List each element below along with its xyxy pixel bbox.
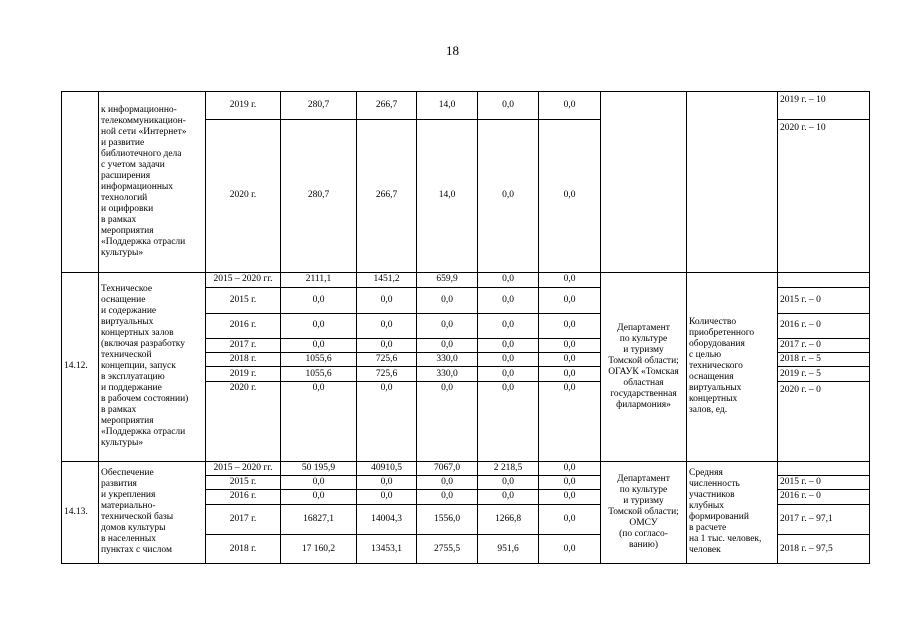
value-cell: 0,0 (357, 490, 417, 504)
value-cell: 0,0 (539, 504, 601, 535)
table-row (62, 273, 870, 287)
value-cell: 0,0 (539, 381, 601, 461)
value-cell: 0,0 (539, 367, 601, 381)
year-cell: 2016 г. (206, 314, 281, 339)
value-cell: 659,9 (417, 273, 478, 287)
row-number-cell (62, 92, 99, 273)
target-cell: 2018 г. – 5 (778, 353, 870, 367)
value-cell: 0,0 (478, 490, 539, 504)
year-cell: 2015 – 2020 гг. (206, 273, 281, 287)
value-cell: 17 160,2 (281, 535, 357, 564)
value-cell: 7067,0 (417, 461, 478, 475)
value-cell: 16827,1 (281, 504, 357, 535)
target-cell: 2019 г. – 10 (778, 92, 870, 120)
target-cell: 2016 г. – 0 (778, 490, 870, 504)
year-cell: 2015 г. (206, 287, 281, 314)
value-cell: 725,6 (357, 367, 417, 381)
table-row (62, 92, 870, 120)
value-cell: 0,0 (539, 119, 601, 273)
year-cell: 2016 г. (206, 490, 281, 504)
value-cell: 0,0 (478, 475, 539, 489)
description-cell: к информационно- телекоммуникацион- ной сети «Интернет» и развитие библиотечного дела с учетом задачи расширения информационных технологий и оцифровки в рамках мероприятия «Поддержка отрасли культуры» (99, 92, 206, 273)
value-cell: 2111,1 (281, 273, 357, 287)
value-cell: 0,0 (539, 461, 601, 475)
value-cell: 1266,8 (478, 504, 539, 535)
description-cell: Обеспечение развития и укрепления материально- технической базы домов культуры в населенных пунктах с числом (99, 461, 206, 563)
target-cell: 2020 г. – 0 (778, 381, 870, 461)
value-cell: 50 195,9 (281, 461, 357, 475)
value-cell: 14004,3 (357, 504, 417, 535)
value-cell: 14,0 (417, 92, 478, 120)
year-cell: 2017 г. (206, 504, 281, 535)
value-cell: 0,0 (478, 367, 539, 381)
value-cell: 0,0 (539, 273, 601, 287)
year-cell: 2020 г. (206, 119, 281, 273)
value-cell: 0,0 (539, 287, 601, 314)
value-cell: 0,0 (478, 353, 539, 367)
target-cell: 2017 г. – 0 (778, 338, 870, 352)
value-cell: 0,0 (478, 119, 539, 273)
description-cell: Техническое оснащение и содержание виртуальных концертных залов (включая разработку технической концепции, запуск в эксплуатацию и поддержание в рабочем состоянии) в рамках мероприятия «Поддержка отрасли культуры» (99, 273, 206, 461)
value-cell: 0,0 (357, 314, 417, 339)
year-cell: 2019 г. (206, 367, 281, 381)
value-cell: 0,0 (281, 381, 357, 461)
value-cell: 951,6 (478, 535, 539, 564)
row-number-cell: 14.12. (62, 273, 99, 461)
value-cell: 0,0 (478, 338, 539, 352)
value-cell: 0,0 (357, 381, 417, 461)
table-row (62, 461, 870, 475)
value-cell: 40910,5 (357, 461, 417, 475)
value-cell: 0,0 (417, 287, 478, 314)
value-cell: 0,0 (281, 287, 357, 314)
indicator-cell: Количество приобретенного оборудования с целью технического оснащения виртуальных концертных залов, ед. (687, 273, 778, 461)
value-cell: 0,0 (478, 92, 539, 120)
year-cell: 2015 – 2020 гг. (206, 461, 281, 475)
value-cell: 0,0 (417, 475, 478, 489)
value-cell: 0,0 (539, 535, 601, 564)
value-cell: 0,0 (478, 381, 539, 461)
value-cell: 0,0 (539, 353, 601, 367)
target-cell: 2017 г. – 97,1 (778, 504, 870, 535)
page-number: 18 (446, 43, 459, 58)
value-cell: 0,0 (417, 314, 478, 339)
executor-cell (601, 92, 687, 273)
year-cell: 2018 г. (206, 353, 281, 367)
value-cell: 1055,6 (281, 367, 357, 381)
value-cell: 280,7 (281, 92, 357, 120)
value-cell: 1451,2 (357, 273, 417, 287)
value-cell: 0,0 (539, 475, 601, 489)
executor-cell: Департамент по культуре и туризму Томской области; ОМСУ (по согласо- ванию) (601, 461, 687, 563)
year-cell: 2017 г. (206, 338, 281, 352)
value-cell: 266,7 (357, 92, 417, 120)
value-cell: 330,0 (417, 353, 478, 367)
value-cell: 0,0 (357, 287, 417, 314)
value-cell: 280,7 (281, 119, 357, 273)
year-cell: 2019 г. (206, 92, 281, 120)
year-cell: 2020 г. (206, 381, 281, 461)
target-cell: 2015 г. – 0 (778, 475, 870, 489)
value-cell: 0,0 (539, 92, 601, 120)
value-cell: 2755,5 (417, 535, 478, 564)
executor-cell: Департамент по культуре и туризму Томской области; ОГАУК «Томская областная государственная филармония» (601, 273, 687, 461)
value-cell: 0,0 (539, 314, 601, 339)
year-cell: 2015 г. (206, 475, 281, 489)
value-cell: 14,0 (417, 119, 478, 273)
target-cell: 2016 г. – 0 (778, 314, 870, 339)
row-number-cell: 14.13. (62, 461, 99, 563)
value-cell: 266,7 (357, 119, 417, 273)
target-cell: 2019 г. – 5 (778, 367, 870, 381)
value-cell: 0,0 (478, 273, 539, 287)
target-cell: 2018 г. – 97,5 (778, 535, 870, 564)
target-cell (778, 273, 870, 287)
value-cell: 0,0 (281, 475, 357, 489)
value-cell: 0,0 (417, 338, 478, 352)
value-cell: 0,0 (357, 475, 417, 489)
value-cell: 1556,0 (417, 504, 478, 535)
value-cell: 0,0 (539, 490, 601, 504)
value-cell: 0,0 (539, 338, 601, 352)
year-cell: 2018 г. (206, 535, 281, 564)
value-cell: 0,0 (281, 338, 357, 352)
target-cell (778, 461, 870, 475)
value-cell: 0,0 (417, 381, 478, 461)
value-cell: 2 218,5 (478, 461, 539, 475)
value-cell: 0,0 (478, 287, 539, 314)
target-cell: 2015 г. – 0 (778, 287, 870, 314)
value-cell: 0,0 (281, 314, 357, 339)
value-cell: 1055,6 (281, 353, 357, 367)
budget-table (61, 91, 870, 564)
indicator-cell: Средняя численность участников клубных формирований в расчете на 1 тыс. человек, человек (687, 461, 778, 563)
indicator-cell (687, 92, 778, 273)
value-cell: 0,0 (357, 338, 417, 352)
value-cell: 725,6 (357, 353, 417, 367)
value-cell: 0,0 (417, 490, 478, 504)
value-cell: 330,0 (417, 367, 478, 381)
target-cell: 2020 г. – 10 (778, 119, 870, 273)
value-cell: 0,0 (478, 314, 539, 339)
value-cell: 0,0 (281, 490, 357, 504)
value-cell: 13453,1 (357, 535, 417, 564)
